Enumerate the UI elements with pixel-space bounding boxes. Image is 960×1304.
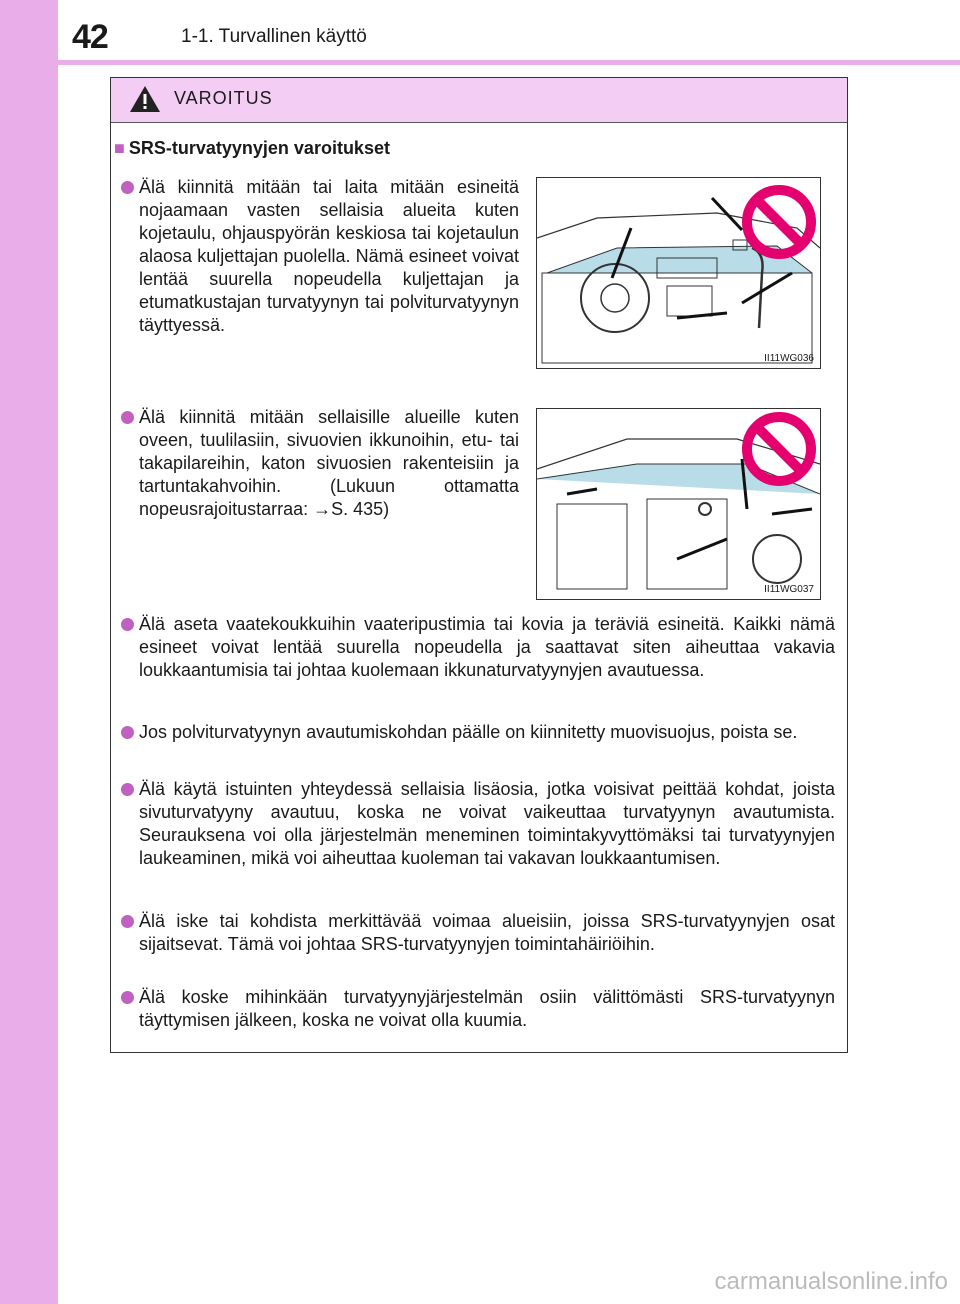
warning-item	[121, 406, 519, 521]
prohibition-icon	[747, 417, 811, 481]
warning-item-text: Älä kiinnitä mitään tai laita mitään esineitä nojaamaan vasten sellaisia alueita kuten kojetaulu, ohjauspyörän keskiosa tai kojetaulun alaosa kuljettajan puolella. Nämä esineet voivat lentää suurella nopeudella kuljettajan ja etumatkustajan turvatyynyn tai polviturvatyynyn täyttyessä.	[139, 177, 519, 335]
illustration-cabin	[536, 408, 821, 600]
warning-item	[121, 986, 835, 1032]
cabin-drawing	[537, 409, 820, 599]
warning-item-text: Älä käytä istuinten yhteydessä sellaisia lisäosia, jotka voisivat peittää kohdat, joista sivuturvatyyny avautuu, koska ne voivat vaikeuttaa turvatyynyn avautumista. Seurauksena voi olla järjestelmän meneminen toimintakyvyttömäksi tai turvatyynyjen laukeaminen, mikä voi aiheuttaa kuoleman tai vakavan loukkaantumisen.	[139, 779, 835, 868]
header-rule	[58, 60, 960, 65]
warning-label: VAROITUS	[174, 88, 273, 108]
illustration-code: II11WG036	[764, 353, 814, 364]
left-color-strip	[0, 0, 58, 1304]
bullet-icon	[121, 618, 134, 631]
warning-item-text: Älä aseta vaatekoukkuihin vaateripustimia tai kovia ja teräviä esineitä. Kaikki nämä esineet voivat lentää suurella nopeudella ja saattavat siten aiheuttaa vakavia loukkaantumisia tai johtaa kuolemaan ikkunaturvatyynyjen avautuessa.	[139, 614, 835, 680]
bullet-icon	[121, 181, 134, 194]
square-bullet-icon: ■	[114, 138, 125, 158]
subheading-text: SRS-turvatyynyjen varoitukset	[128, 138, 390, 158]
warning-item	[121, 613, 835, 682]
illustration-dashboard	[536, 177, 821, 369]
warning-item-text: Älä kiinnitä mitään sellaisille alueille kuten oveen, tuulilasiin, sivuovien ikkunoihin, etu- tai takapilareihin, katon sivuosien rakenteisiin ja tartuntakahvoihin. (Lukuun ottamatta nopeusrajoitustarraa: →S. 435)	[139, 407, 519, 519]
warning-item	[121, 176, 519, 337]
bullet-icon	[121, 411, 134, 424]
dashboard-drawing	[537, 178, 820, 368]
prohibition-icon	[747, 190, 811, 254]
page-number: 42	[72, 18, 108, 56]
warning-item-text: Jos polviturvatyynyn avautumiskohdan päälle on kiinnitetty muovisuojus, poista se.	[139, 722, 798, 742]
bullet-icon	[121, 726, 134, 739]
subheading	[114, 138, 390, 159]
warning-item	[121, 910, 835, 956]
illustration-code: II11WG037	[764, 584, 814, 595]
warning-item	[121, 778, 835, 870]
warning-item-text: Älä koske mihinkään turvatyynyjärjestelmän osiin välittömästi SRS-turvatyynyn täyttymisen jälkeen, koska ne voivat olla kuumia.	[139, 987, 835, 1030]
warning-item-text: Älä iske tai kohdista merkittävää voimaa alueisiin, joissa SRS-turvatyynyjen osat sijaitsevat. Tämä voi johtaa SRS-turvatyynyjen toimintahäiriöihin.	[139, 911, 835, 954]
warning-box	[110, 77, 848, 1053]
warning-triangle-icon	[129, 85, 161, 113]
warning-item	[121, 721, 835, 744]
bullet-icon	[121, 783, 134, 796]
section-title: 1-1. Turvallinen käyttö	[181, 26, 367, 47]
footer-watermark: carmanualsonline.info	[714, 1268, 948, 1295]
bullet-icon	[121, 915, 134, 928]
bullet-icon	[121, 991, 134, 1004]
warning-header	[111, 78, 847, 123]
